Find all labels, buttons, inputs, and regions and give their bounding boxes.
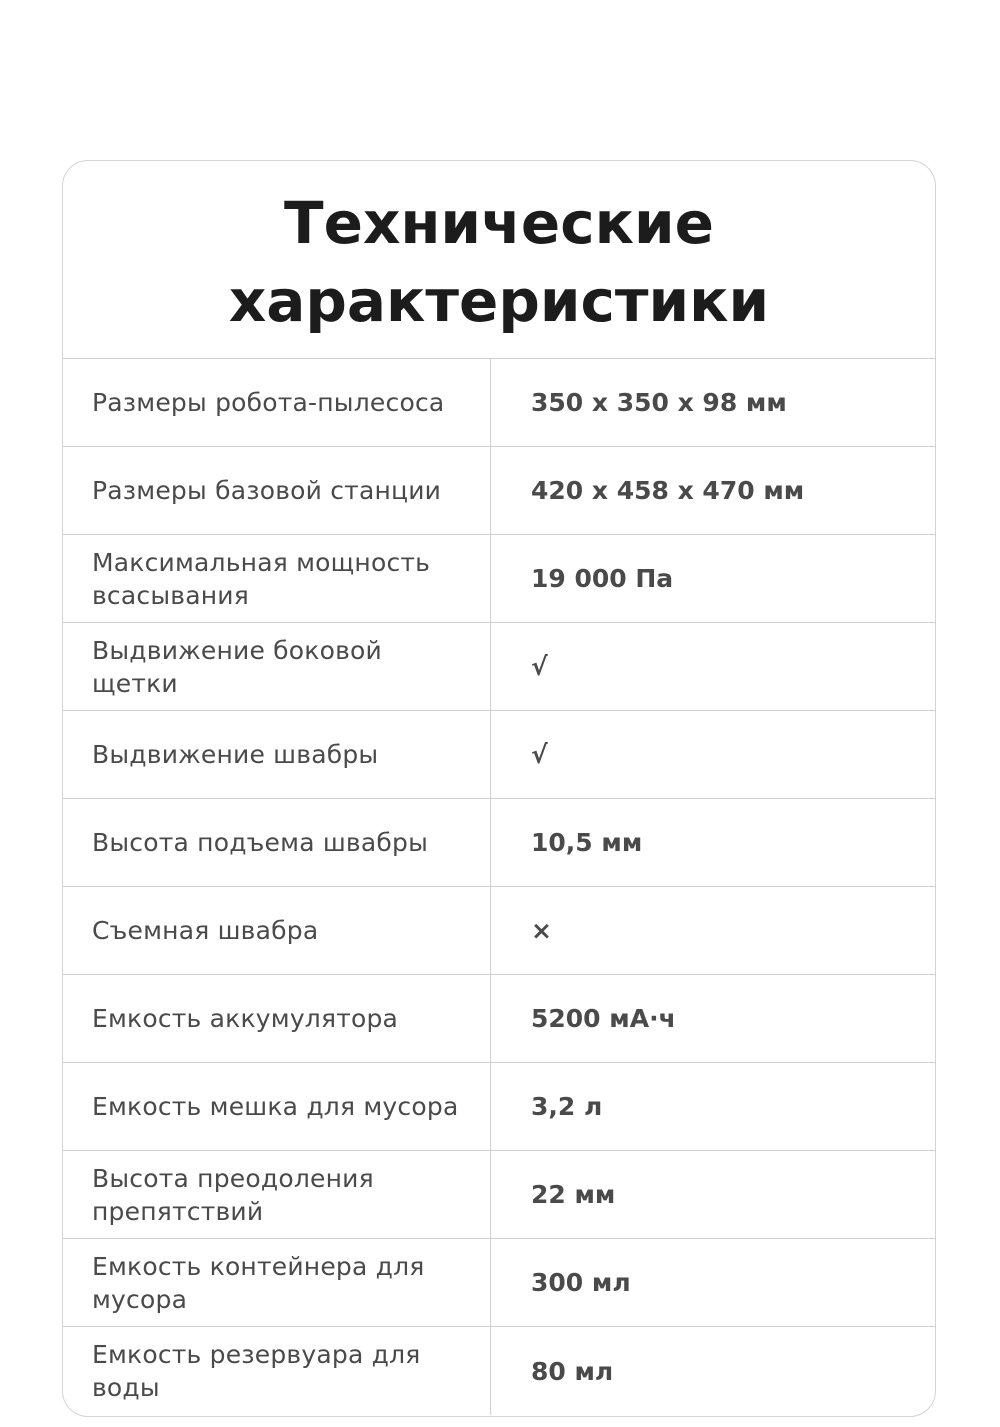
spec-label: Съемная швабра [63, 887, 491, 974]
spec-value: 3,2 л [531, 1092, 603, 1121]
spec-value: 19 000 Па [531, 564, 674, 593]
spec-table [63, 359, 935, 1415]
table-row [63, 359, 935, 447]
page-title: Технические характеристики [228, 188, 770, 335]
table-row [63, 975, 935, 1063]
spec-label: Емкость мешка для мусора [63, 1063, 491, 1150]
spec-value: 300 мл [531, 1268, 631, 1297]
spec-value: 22 мм [531, 1180, 616, 1209]
spec-value: 80 мл [531, 1356, 614, 1386]
spec-value: 420 x 458 x 470 мм [531, 476, 805, 505]
cross-mark-icon: × [531, 916, 552, 945]
spec-label: Емкость аккумулятора [63, 975, 491, 1062]
check-mark-icon: √ [531, 652, 548, 681]
spec-value: 10,5 мм [531, 828, 643, 857]
table-row [63, 799, 935, 887]
spec-label: Размеры робота-пылесоса [63, 359, 491, 446]
table-row [63, 447, 935, 535]
spec-label: Максимальная мощность всасывания [63, 535, 491, 622]
table-row [63, 1151, 935, 1239]
table-row [63, 623, 935, 711]
spec-label: Высота преодоления препятствий [63, 1151, 491, 1238]
spec-label: Емкость контейнера для мусора [63, 1239, 491, 1326]
check-mark-icon: √ [531, 740, 548, 769]
spec-value: 350 x 350 x 98 мм [531, 388, 787, 417]
table-row [63, 711, 935, 799]
spec-label: Выдвижение швабры [63, 711, 491, 798]
table-row [63, 1327, 935, 1415]
table-row [63, 887, 935, 975]
spec-card [62, 160, 936, 1417]
spec-value: 5200 мА·ч [531, 1004, 676, 1033]
spec-label: Размеры базовой станции [63, 447, 491, 534]
table-row [63, 1063, 935, 1151]
spec-label: Высота подъема швабры [63, 799, 491, 886]
card-header [63, 161, 935, 359]
spec-label: Емкость резервуара для воды [63, 1327, 491, 1415]
table-row [63, 535, 935, 623]
table-row [63, 1239, 935, 1327]
spec-label: Выдвижение боковой щетки [63, 623, 491, 710]
